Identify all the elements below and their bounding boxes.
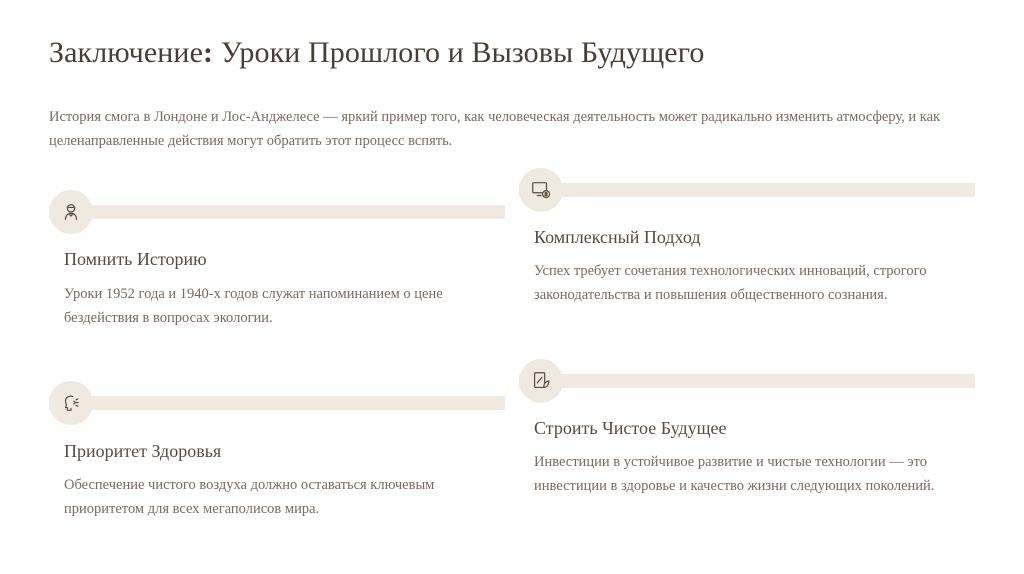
title-colon: : xyxy=(203,36,214,69)
title-rest: Уроки Прошлого и Вызовы Будущего xyxy=(213,36,705,69)
intro-paragraph: История смога в Лондоне и Лос-Анджелесе — яркий пример того, как человеческая деятельность может радикально изменить атмосферу, и как целенаправленные действия могут обратить этот процесс вспять. xyxy=(49,109,941,149)
card-description: Успех требует сочетания технологических инноваций, строгого законодательства и повышения общественного сознания. xyxy=(534,263,927,303)
card-heading: Строить Чистое Будущее xyxy=(534,418,727,438)
health-breath-icon xyxy=(49,381,93,425)
card-heading: Комплексный Подход xyxy=(534,227,701,247)
title-main: Заключение xyxy=(49,36,203,69)
card-bar xyxy=(519,374,975,388)
card-remember-history xyxy=(49,190,519,340)
card-description: Инвестиции в устойчивое развитие и чистые технологии — это инвестиции в здоровье и качество жизни следующих поколений. xyxy=(534,454,935,494)
card-heading: Приоритет Здоровья xyxy=(64,441,222,461)
card-bar xyxy=(49,205,505,219)
card-bar xyxy=(519,183,975,197)
card-health-priority xyxy=(49,381,519,531)
card-description: Уроки 1952 года и 1940-х годов служат напоминанием о цене бездействия в вопросах экологии. xyxy=(64,286,443,326)
page-title xyxy=(49,36,704,70)
person-icon xyxy=(49,190,93,234)
card-complex-approach xyxy=(519,168,989,338)
monitor-money-icon xyxy=(519,168,563,212)
card-bar xyxy=(49,396,505,410)
card-description: Обеспечение чистого воздуха должно оставаться ключевым приоритетом для всех мегаполисов мира. xyxy=(64,477,435,517)
card-clean-future xyxy=(519,359,989,529)
document-leaf-icon xyxy=(519,359,563,403)
card-heading: Помнить Историю xyxy=(64,249,207,269)
